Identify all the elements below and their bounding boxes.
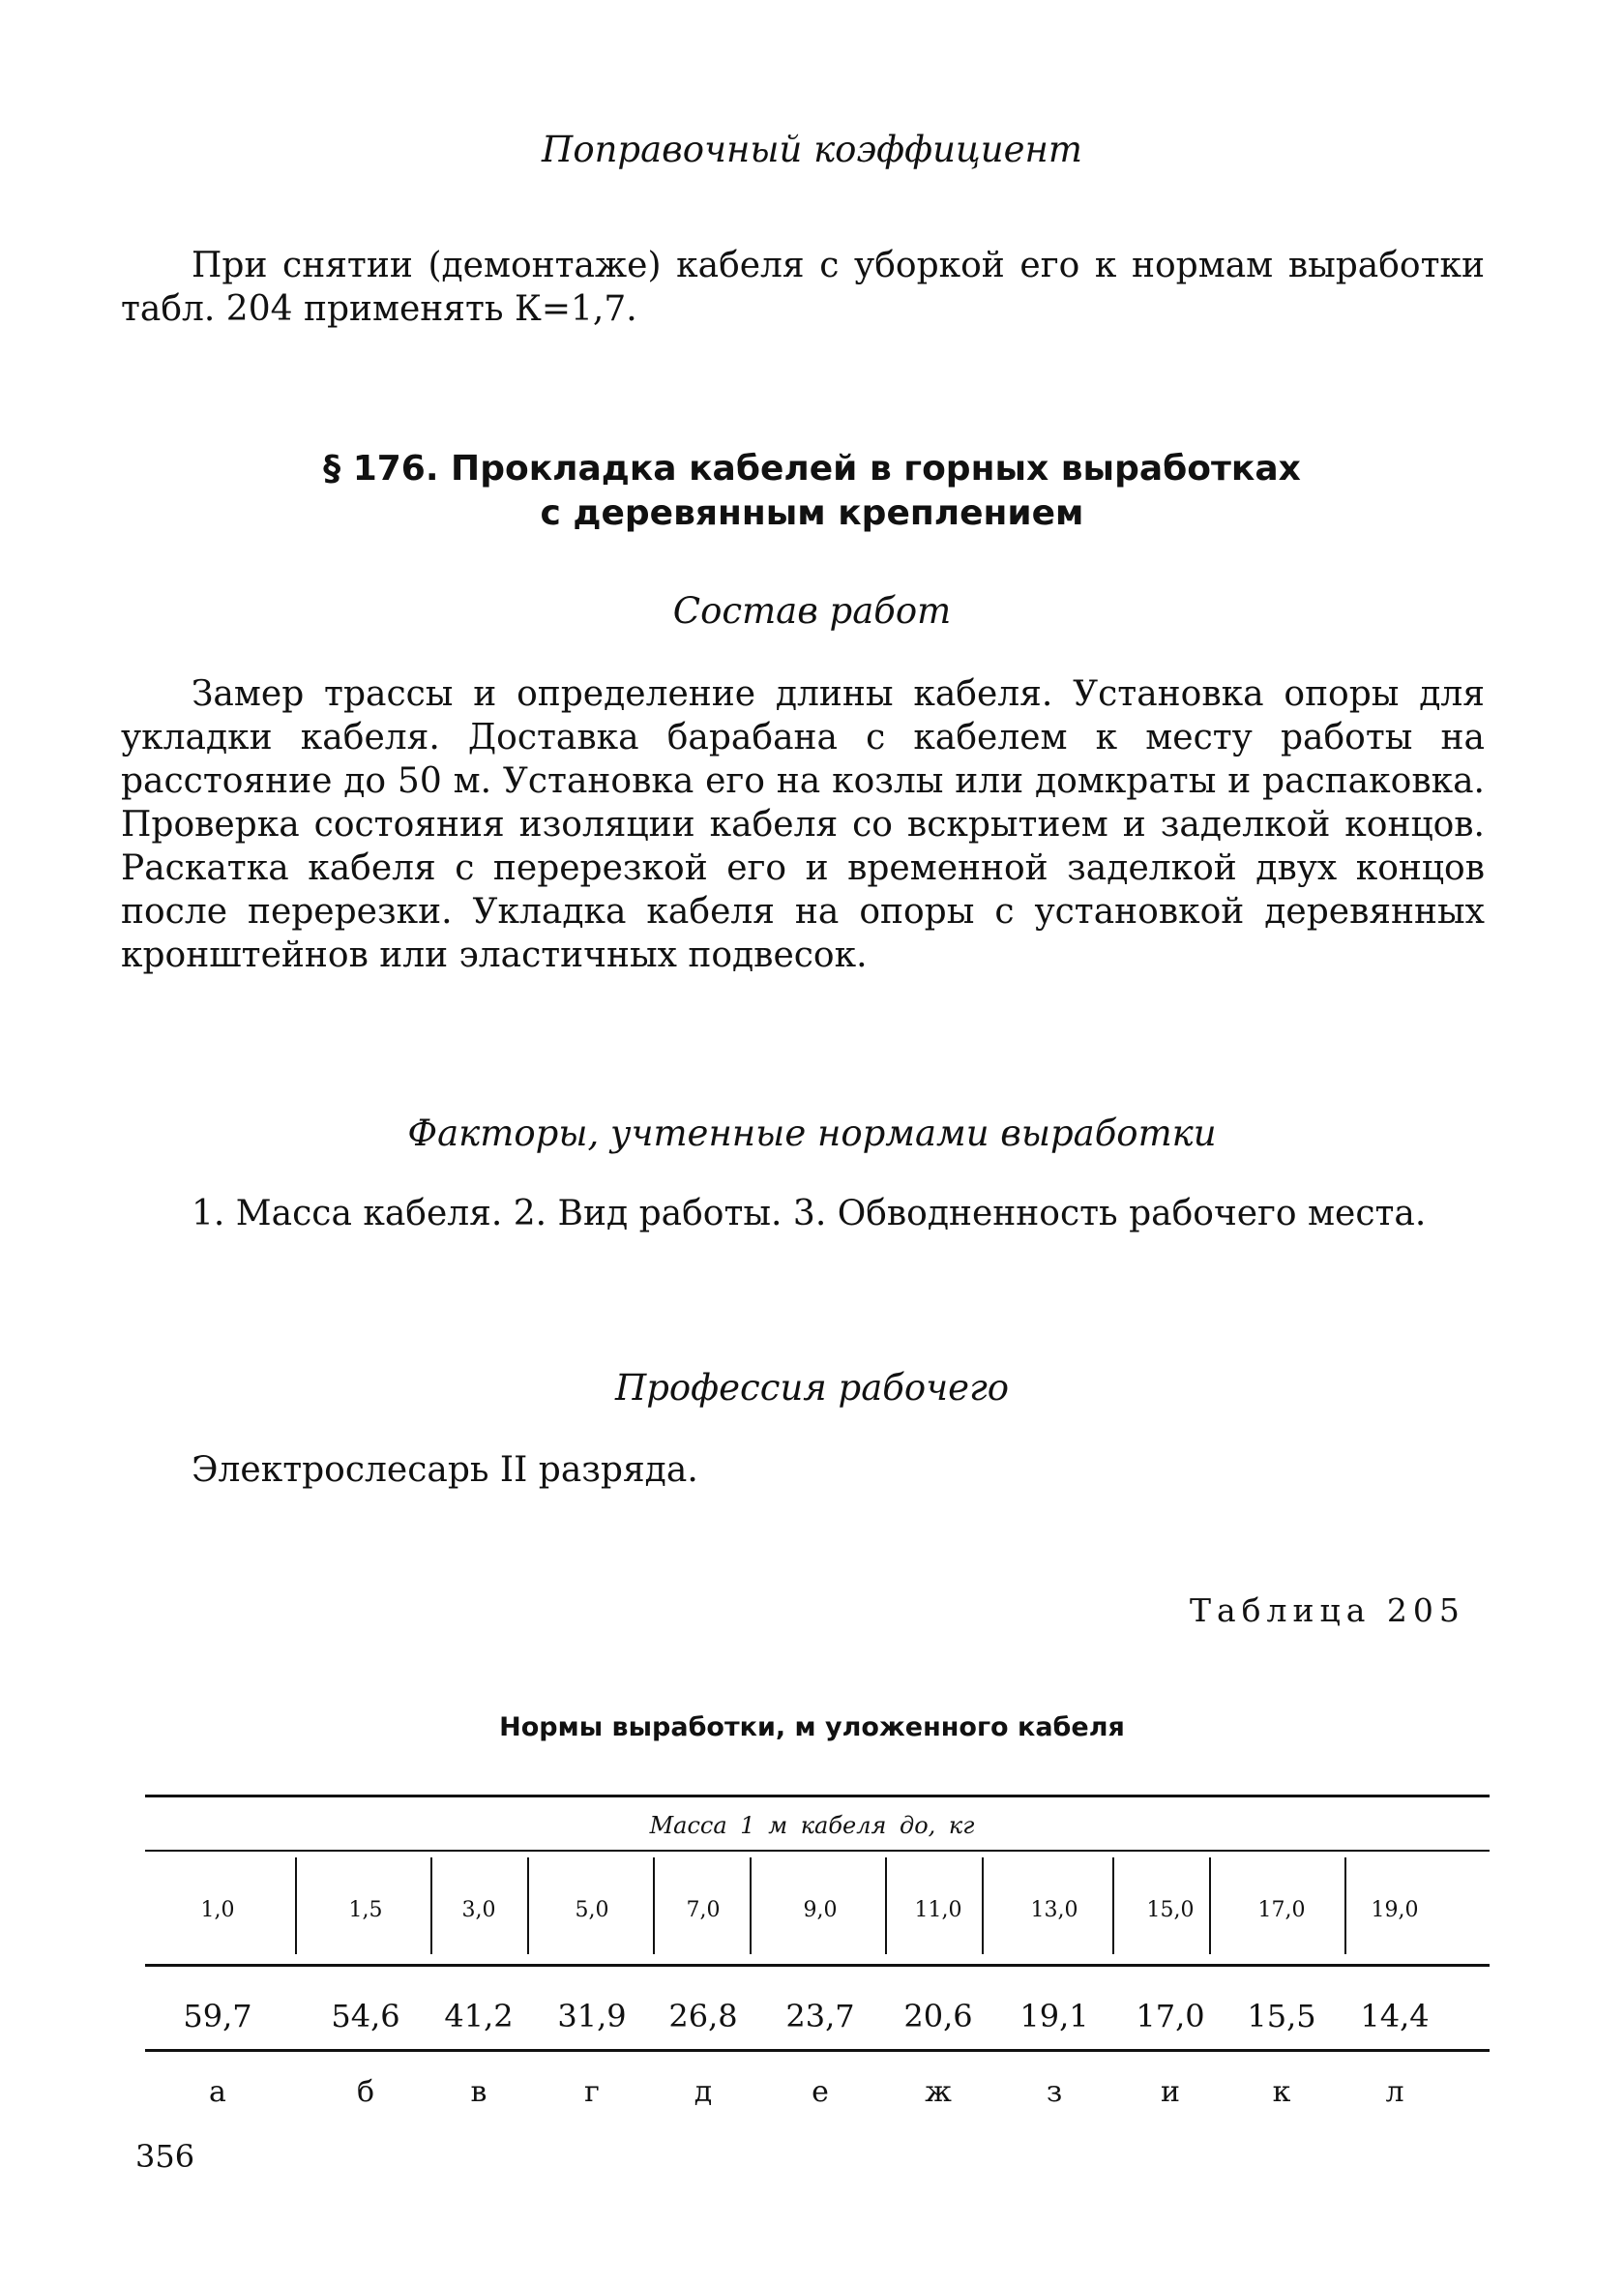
page-number: 356 [135, 2138, 195, 2175]
table-letter-cell: в [470, 2075, 487, 2109]
table-letter-cell: и [1161, 2075, 1180, 2109]
table-letter-cell: г [584, 2075, 600, 2109]
table-header-cell: 3,0 [461, 1898, 496, 1922]
table-header-cell: 1,5 [348, 1898, 383, 1922]
correction-heading: Поправочный коэффициент [542, 129, 1082, 170]
table-value-cell: 26,8 [668, 1998, 738, 2034]
table-value-cell: 59,7 [183, 1998, 252, 2034]
table-header-rule [145, 1850, 1490, 1852]
factors-heading: Факторы, учтенные нормами выработки [407, 1113, 1217, 1154]
table-letter-cell: з [1046, 2075, 1063, 2109]
table-header-cell: 11,0 [914, 1898, 962, 1922]
table-header-cell: 17,0 [1257, 1898, 1306, 1922]
table-letter-cell: д [694, 2075, 713, 2109]
table-header-cell: 15,0 [1146, 1898, 1195, 1922]
table-letter-cell: е [812, 2075, 829, 2109]
table-mass-caption: Масса 1 м кабеля до, кг [649, 1812, 975, 1839]
table-header-cell: 9,0 [803, 1898, 838, 1922]
table-letter-cell: л [1385, 2075, 1404, 2109]
table-value-cell: 31,9 [557, 1998, 627, 2034]
table-header-cell: 1,0 [200, 1898, 235, 1922]
table-letter-cell: к [1272, 2075, 1291, 2109]
table-top-rule [145, 1795, 1490, 1797]
table-header-cell: 7,0 [686, 1898, 721, 1922]
table-letter-cell: б [356, 2075, 375, 2109]
table-value-cell: 15,5 [1247, 1998, 1316, 2034]
table-header-cell: 19,0 [1371, 1898, 1419, 1922]
composition-text: Замер трассы и определение длины кабеля. Установка опоры для укладки кабеля. Доставка барабана с кабелем к месту работы на расстояние до 50 м. Установка его на козлы или домкраты и распаковка. Проверка состояния изоляции кабеля со вскрытием и заделкой концов. Раскатка кабеля с перерезкой его и временной заделкой двух концов после перерезки. Укладка кабеля на опоры с установкой деревянных кронштейнов или эластичных подвесок. [121, 674, 1485, 975]
profession-text: Электрослесарь II разряда. [192, 1450, 698, 1490]
profession-heading: Профессия рабочего [614, 1367, 1010, 1409]
table-header-cell: 5,0 [575, 1898, 609, 1922]
table-title: Нормы выработки, м уложенного кабеля [499, 1712, 1125, 1742]
factors-text: 1. Масса кабеля. 2. Вид работы. 3. Обводненность рабочего места. [192, 1194, 1427, 1233]
table-bottom-rule [145, 2049, 1490, 2052]
table-label: Таблица 205 [1190, 1591, 1465, 1629]
section-title-line1: § 176. Прокладка кабелей в горных выработках [323, 449, 1301, 489]
table-value-cell: 17,0 [1136, 1998, 1205, 2034]
correction-text: При снятии (демонтаже) кабеля с уборкой его к нормам выработки табл. 204 применять К=1,7. [121, 246, 1485, 329]
column-divider [295, 1857, 297, 1954]
table-value-cell: 20,6 [903, 1998, 973, 2034]
table-value-cell: 23,7 [785, 1998, 855, 2034]
table-letter-cell: ж [925, 2075, 952, 2109]
table-value-cell: 41,2 [444, 1998, 514, 2034]
section-title-line2: с деревянным креплением [540, 493, 1084, 533]
table-value-cell: 14,4 [1360, 1998, 1430, 2034]
table-value-cell: 54,6 [331, 1998, 400, 2034]
table-value-cell: 19,1 [1019, 1998, 1089, 2034]
table-header-bottom-rule [145, 1964, 1490, 1967]
table-header-cell: 13,0 [1030, 1898, 1078, 1922]
table-letter-cell: а [209, 2075, 226, 2109]
composition-heading: Состав работ [672, 590, 952, 632]
